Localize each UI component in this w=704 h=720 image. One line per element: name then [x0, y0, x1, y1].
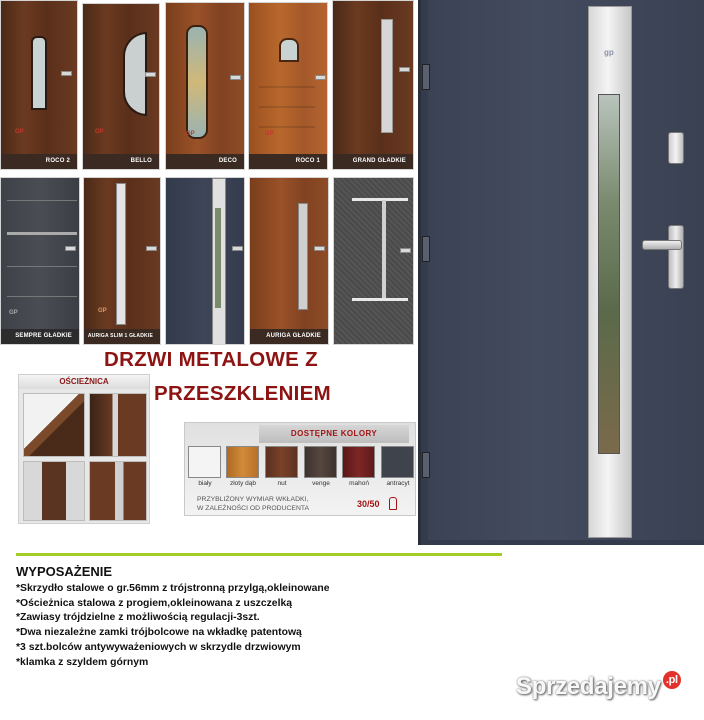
door-thumb-deco[interactable]	[165, 2, 245, 170]
glass-insert	[31, 36, 47, 110]
model-label: GRAND GŁADKIE	[333, 154, 413, 169]
model-label: DECO	[166, 154, 244, 169]
frame-panel	[18, 374, 150, 524]
feature-item: *Ościeżnica stalowa z progiem,okleinowana z uszczelką	[16, 597, 293, 609]
decor-line	[7, 232, 77, 235]
vertical-glass-strip	[381, 19, 393, 133]
door-handle	[314, 246, 325, 251]
door-leaf	[428, 0, 704, 540]
door-handle	[146, 246, 157, 251]
hinge	[422, 452, 430, 478]
model-label: ROCO 2	[1, 154, 77, 169]
title-line-1: DRZWI METALOWE Z	[104, 348, 318, 371]
swatch-label: antracyt	[386, 480, 410, 487]
swatch-antracyt[interactable]	[381, 446, 414, 478]
watermark-badge: .pl	[663, 671, 681, 689]
door-handle	[145, 72, 156, 77]
door-thumb-sempre-gladkie[interactable]	[0, 177, 80, 345]
door-handle	[642, 240, 682, 250]
watermark-text: Sprzedajemy	[516, 673, 661, 700]
vertical-glass-strip	[116, 183, 126, 325]
insert-size-note	[197, 495, 347, 513]
steel-bar	[352, 198, 408, 201]
door-thumb-anthracite-glass-strip[interactable]	[165, 177, 245, 345]
steel-bar	[352, 298, 408, 301]
hinge	[422, 64, 430, 90]
swatch-label: biały	[198, 480, 212, 487]
door-thumb-auriga-gladkie[interactable]	[249, 177, 329, 345]
door-handle	[232, 246, 243, 251]
frame-photo-hinge	[89, 393, 147, 457]
arched-glass-insert	[123, 32, 147, 116]
brand-mark: GP	[98, 308, 107, 314]
decor-line	[7, 200, 77, 201]
decor-line	[7, 266, 77, 267]
door-handle	[400, 248, 411, 253]
frame-photo-corner	[23, 393, 85, 457]
brand-mark: gp	[604, 48, 614, 57]
upper-lock-cover	[668, 132, 684, 164]
handle-plate	[668, 225, 684, 289]
feature-item: *Skrzydło stalowe o gr.56mm z trójstronną przylgą,okleinowane	[16, 583, 330, 594]
door-thumb-roco-2[interactable]	[0, 0, 78, 170]
frame-photo-lock	[23, 461, 85, 521]
note-line-2: W ZALEŻNOŚCI OD PRODUCENTA	[197, 505, 310, 512]
door-thumb-bello[interactable]	[82, 3, 160, 170]
feature-item: *Zawiasy trójdzielne z możliwością regulacji-3szt.	[16, 612, 260, 624]
brand-mark: GP	[95, 129, 104, 135]
door-handle	[65, 246, 76, 251]
watermark-logo	[516, 673, 681, 701]
swatch-nut[interactable]	[265, 446, 298, 478]
feature-item: *klamka z szyldem górnym	[16, 656, 149, 668]
hinge	[422, 236, 430, 262]
door-handle	[315, 75, 326, 80]
swatch-label: złoty dąb	[229, 480, 257, 487]
door-thumb-roco-1[interactable]	[248, 2, 328, 170]
vertical-steel-strip	[382, 200, 386, 298]
swatch-zloty-dab[interactable]	[226, 446, 259, 478]
model-label: ROCO 1	[249, 154, 327, 169]
insert-size-value: 30/50	[357, 499, 380, 509]
main-door-image	[418, 0, 704, 545]
swatch-bialy[interactable]	[188, 446, 221, 478]
feature-item: *Dwa niezależne zamki trójbolcowe na wkładkę patentową	[16, 627, 302, 639]
colors-panel-heading: DOSTĘPNE KOLORY	[259, 425, 409, 443]
vertical-glass	[215, 208, 221, 308]
model-label: SEMPRE GŁADKIE	[1, 329, 79, 344]
brand-mark: GP	[15, 129, 24, 135]
model-label: AURIGA SLIM 1 GŁADKIE	[84, 329, 160, 344]
swatch-venge[interactable]	[304, 446, 337, 478]
brand-mark: GP	[186, 131, 195, 137]
swatch-mahon[interactable]	[342, 446, 375, 478]
swatch-label: mahoń	[349, 480, 369, 487]
door-thumb-grand-gladkie[interactable]	[332, 0, 414, 170]
key-icon	[389, 497, 397, 510]
door-handle	[61, 71, 72, 76]
model-label: BELLO	[83, 154, 159, 169]
door-handle	[399, 67, 410, 72]
vertical-glass-strip	[298, 203, 308, 310]
features-list	[16, 582, 330, 670]
arched-window	[279, 38, 299, 62]
door-thumb-auriga-slim-1-gladkie[interactable]	[83, 177, 161, 345]
door-handle	[230, 75, 241, 80]
decorative-glass-insert	[186, 25, 208, 139]
frame-panel-heading: OŚCIEŻNICA	[19, 375, 149, 389]
title-line-2: PRZESZKLENIEM	[154, 382, 332, 405]
brand-mark: GP	[9, 310, 18, 316]
section-divider	[16, 553, 502, 556]
panel-grid	[259, 68, 315, 128]
colors-panel	[184, 422, 416, 516]
decor-line	[7, 296, 77, 297]
swatch-label: venge	[312, 480, 330, 487]
frame-photo-profile	[89, 461, 147, 521]
feature-item: *3 szt.bolców antywyważeniowych w skrzydle drzwiowym	[16, 641, 301, 653]
model-label: AURIGA GŁADKIE	[250, 329, 328, 344]
brand-mark: GP	[265, 131, 274, 137]
glass-panel	[598, 94, 620, 454]
door-thumb-graphite-steel-bars[interactable]	[333, 177, 414, 345]
note-line-1: PRZYBLIŻONY WYMIAR WKŁADKI,	[197, 496, 309, 503]
swatch-label: nut	[277, 480, 287, 487]
features-heading: WYPOSAŻENIE	[16, 564, 113, 579]
